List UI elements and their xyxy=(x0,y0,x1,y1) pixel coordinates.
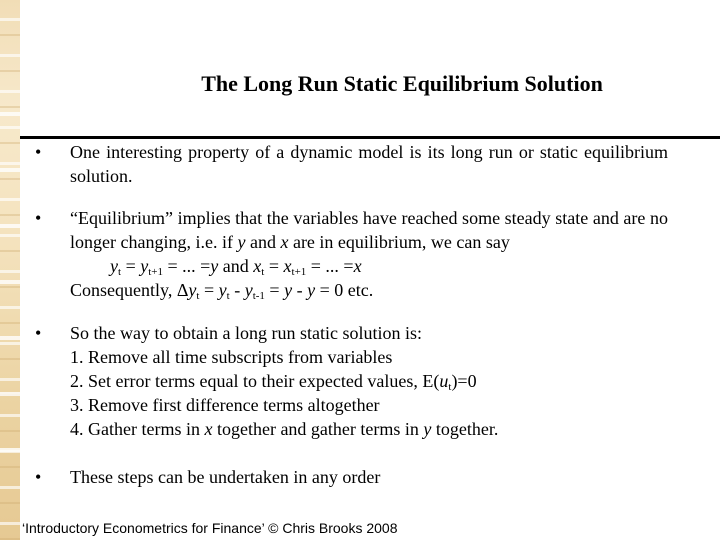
word-and: and xyxy=(249,232,276,252)
bullet-3-intro: So the way to obtain a long run static solution is: xyxy=(70,323,422,343)
bullet-marker: • xyxy=(35,467,42,487)
variable-x: x xyxy=(280,232,289,252)
bullet-2-intro: “Equilibrium” implies that the variables have reached some steady state and are no longer changing, i.e. if xyxy=(70,208,668,252)
decorative-side-stripe xyxy=(0,0,20,540)
step-3: 3. Remove first difference terms altogether xyxy=(70,395,380,415)
slide-title: The Long Run Static Equilibrium Solution xyxy=(201,71,603,96)
equation-y: $y_t = y_{t+1}$ = ... =y xyxy=(110,256,219,278)
equilibrium-equation xyxy=(70,254,668,278)
difference-equation: Consequently, $\Delta y_t = y_t - y_{t-1} = y - y = 0$ etc. xyxy=(70,280,374,302)
bullet-marker: • xyxy=(35,142,42,162)
variable-y: y xyxy=(237,232,246,252)
title-divider xyxy=(20,136,720,139)
bullet-4-text: These steps can be undertaken in any order xyxy=(70,467,381,487)
bullet-2-block xyxy=(70,206,668,302)
bullet-1-text: One interesting property of a dynamic model is its long run or static equilibrium solution. xyxy=(70,142,668,186)
bullet-marker: • xyxy=(35,208,42,228)
footer-credit: ‘Introductory Econometrics for Finance’ © Chris Brooks 2008 xyxy=(22,520,398,536)
bullet-2-tail: are in equilibrium, we can say xyxy=(292,232,510,252)
word-and-2: and xyxy=(222,256,249,276)
consequently-label: Consequently, Δ xyxy=(70,280,189,300)
bullet-3-block xyxy=(70,321,668,441)
step-4: 4. Gather terms in x together and gather terms in y together. xyxy=(70,419,499,439)
bullet-2-text xyxy=(70,206,668,254)
step-1: 1. Remove all time subscripts from variables xyxy=(70,347,393,367)
step-2: 2. Set error terms equal to their expected values, $E(u_t)=0$ xyxy=(70,371,477,393)
bullet-marker: • xyxy=(35,323,42,343)
equation-x: $x_t = x_{t+1}$ = ... =x xyxy=(253,256,362,278)
